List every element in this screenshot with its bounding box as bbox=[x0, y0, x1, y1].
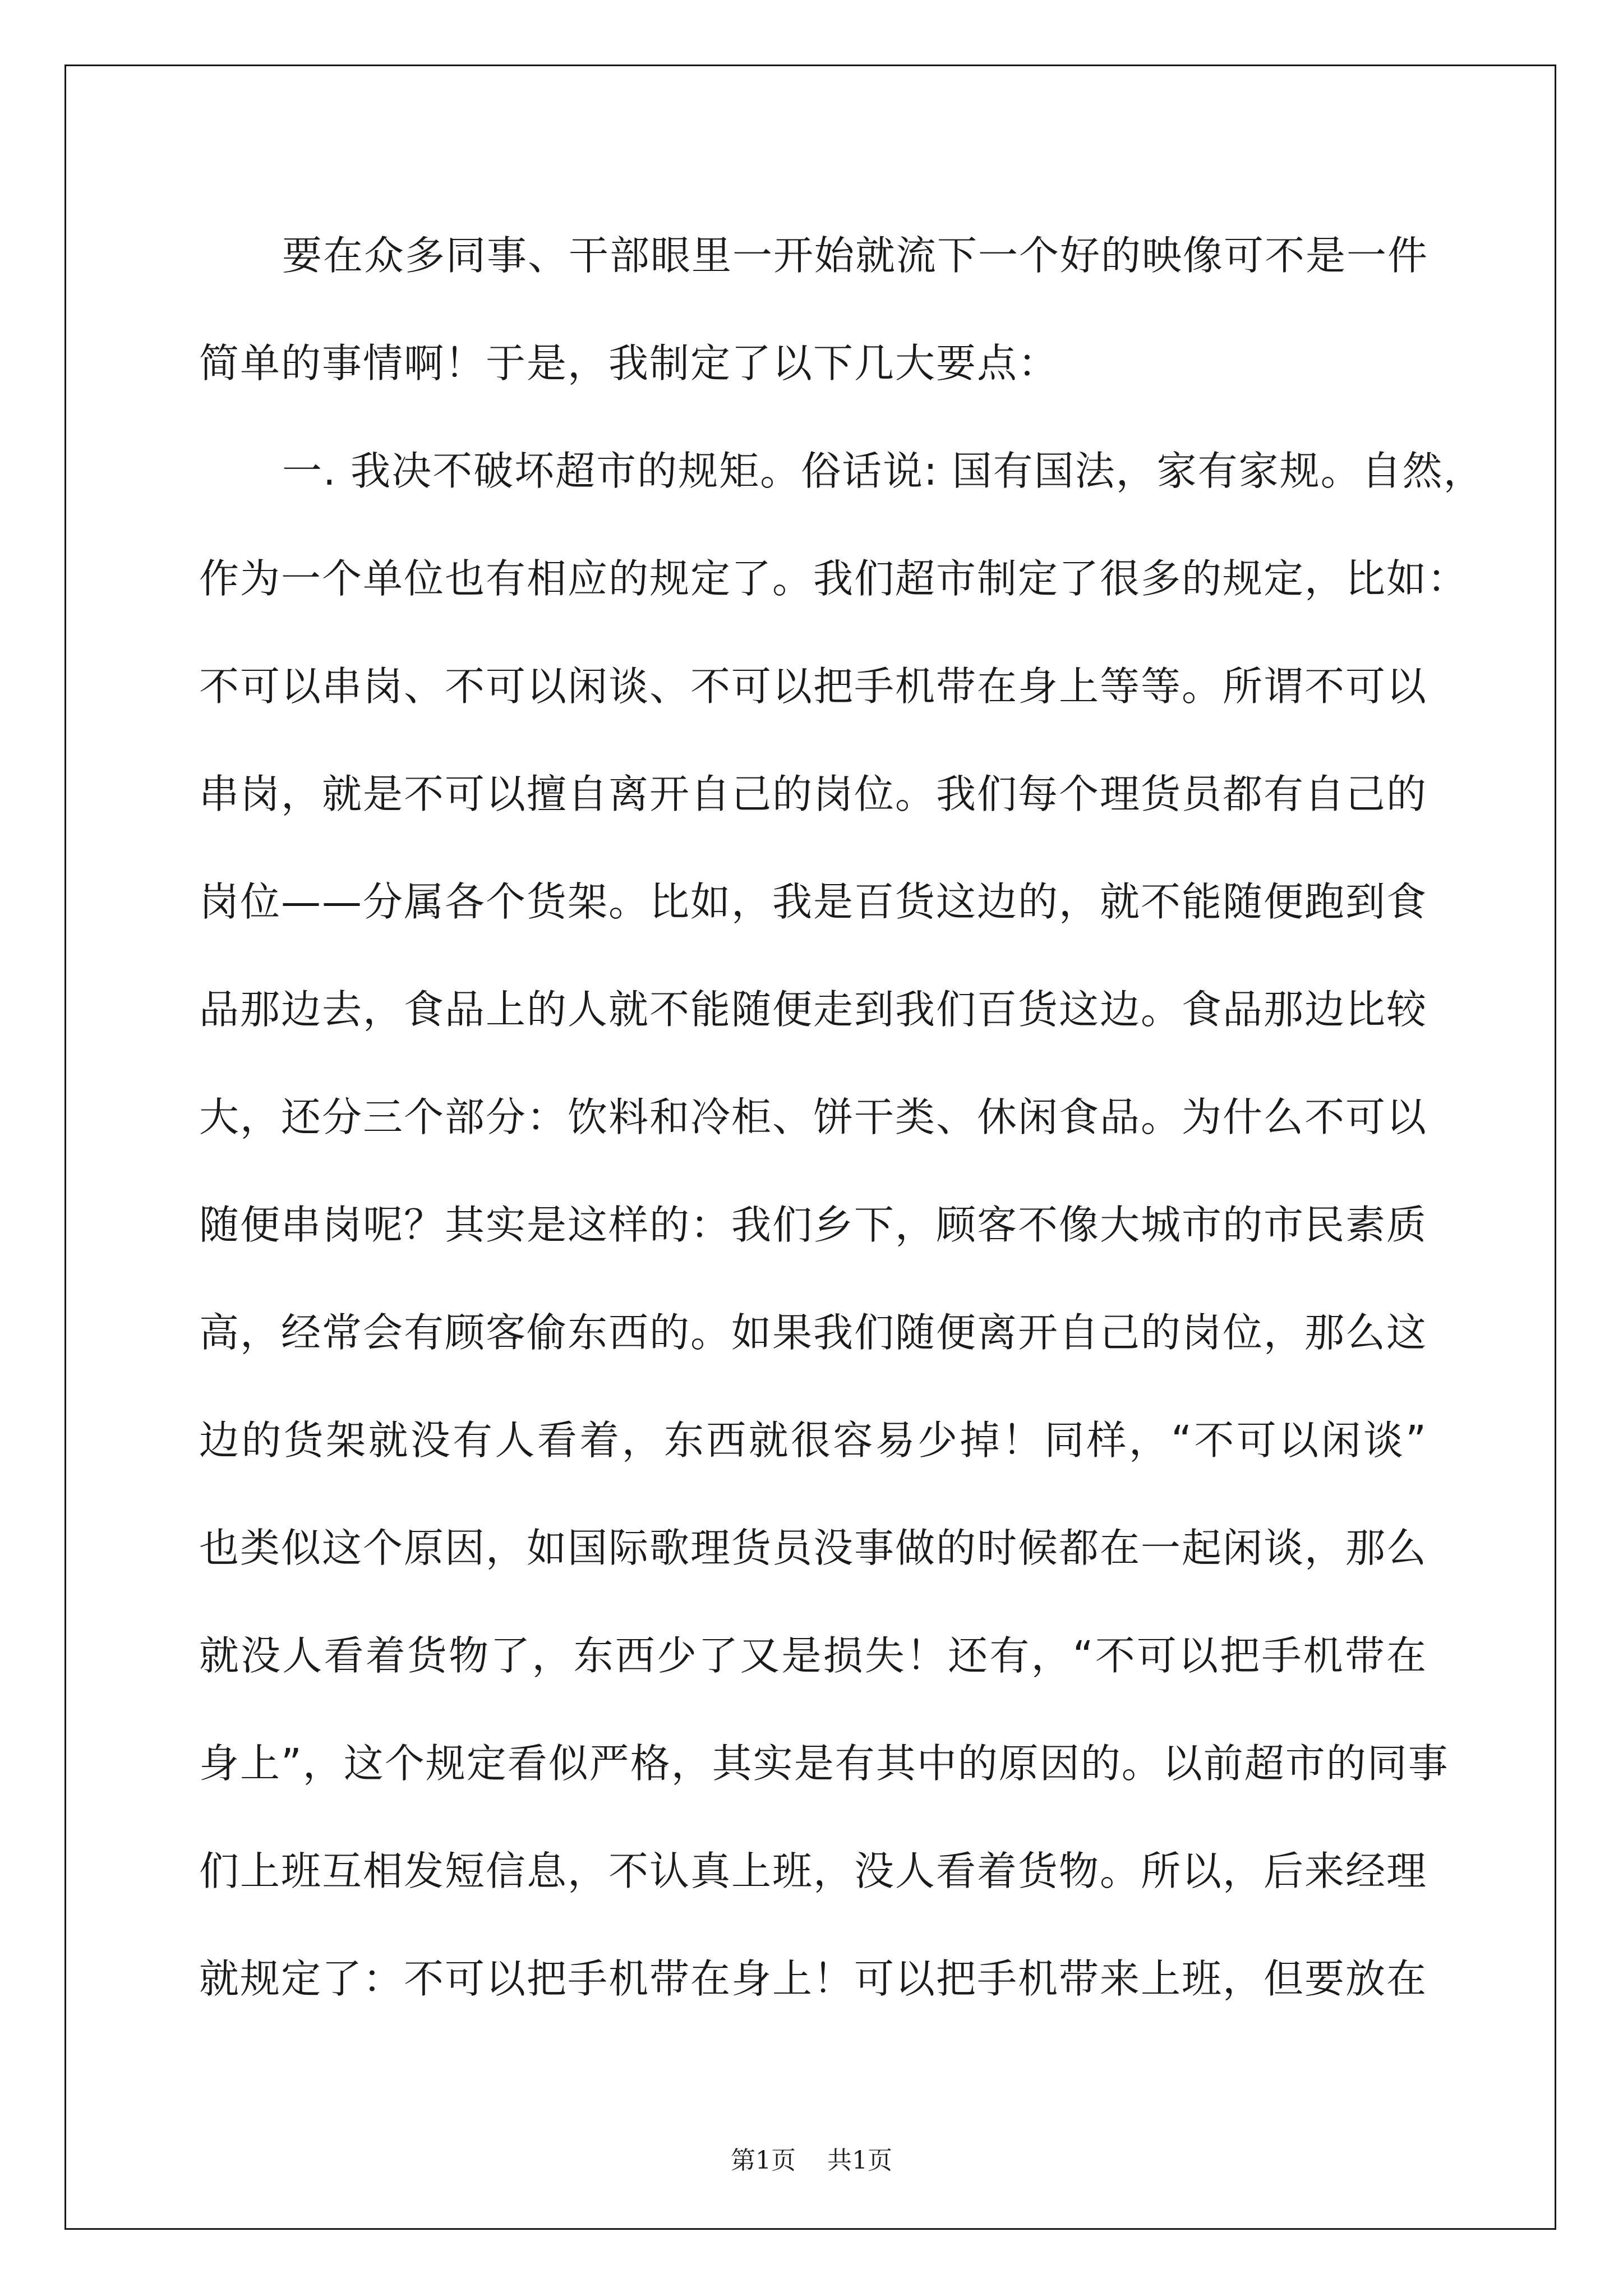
paragraph-2-line-13: 身上”，这个规定看似严格，其实是有其中的原因的。以前超市的同事 bbox=[199, 1740, 1449, 1787]
page-number: 第1页 bbox=[731, 2146, 796, 2175]
paragraph-1-line-2: 简单的事情啊！于是，我制定了以下几大要点： bbox=[199, 340, 1059, 386]
paragraph-2-line-10: 边的货架就没有人看着，东西就很容易少掉！同样，“不可以闲谈” bbox=[199, 1417, 1427, 1464]
paragraph-2-line-15: 就规定了：不可以把手机带在身上！可以把手机带来上班，但要放在 bbox=[199, 1955, 1428, 2002]
paragraph-2-line-2: 作为一个单位也有相应的规定了。我们超市制定了很多的规定，比如： bbox=[199, 555, 1469, 602]
paragraph-2-line-8: 随便串岗呢？其实是这样的：我们乡下，顾客不像大城市的市民素质 bbox=[199, 1202, 1428, 1248]
page-total: 共1页 bbox=[827, 2146, 892, 2175]
page-footer bbox=[0, 2140, 1623, 2176]
paragraph-1-line-1: 要在众多同事、干部眼里一开始就流下一个好的映像可不是一件 bbox=[282, 232, 1429, 279]
paragraph-2-line-3: 不可以串岗、不可以闲谈、不可以把手机带在身上等等。所谓不可以 bbox=[199, 663, 1428, 710]
paragraph-2-line-11: 也类似这个原因，如国际歌理货员没事做的时候都在一起闲谈，那么 bbox=[199, 1525, 1428, 1571]
paragraph-2-line-7: 大，还分三个部分：饮料和冷柜、饼干类、休闲食品。为什么不可以 bbox=[199, 1094, 1428, 1140]
paragraph-2-line-1: 一. 我决不破坏超市的规矩。俗话说: 国有国法，家有家规。自然， bbox=[282, 448, 1484, 494]
paragraph-2-line-5: 岗位——分属各个货架。比如，我是百货这边的，就不能随便跑到食 bbox=[199, 878, 1428, 925]
paragraph-2-line-4: 串岗，就是不可以擅自离开自己的岗位。我们每个理货员都有自己的 bbox=[199, 771, 1428, 817]
paragraph-2-line-6: 品那边去，食品上的人就不能随便走到我们百货这边。食品那边比较 bbox=[199, 986, 1428, 1033]
paragraph-2-line-12: 就没人看着货物了，东西少了又是损失！还有，“不可以把手机带在 bbox=[199, 1632, 1427, 1679]
paragraph-2-line-14: 们上班互相发短信息，不认真上班，没人看着货物。所以，后来经理 bbox=[199, 1848, 1428, 1894]
paragraph-2-line-9: 高，经常会有顾客偷东西的。如果我们随便离开自己的岗位，那么这 bbox=[199, 1309, 1428, 1356]
document-body bbox=[199, 202, 1484, 2033]
